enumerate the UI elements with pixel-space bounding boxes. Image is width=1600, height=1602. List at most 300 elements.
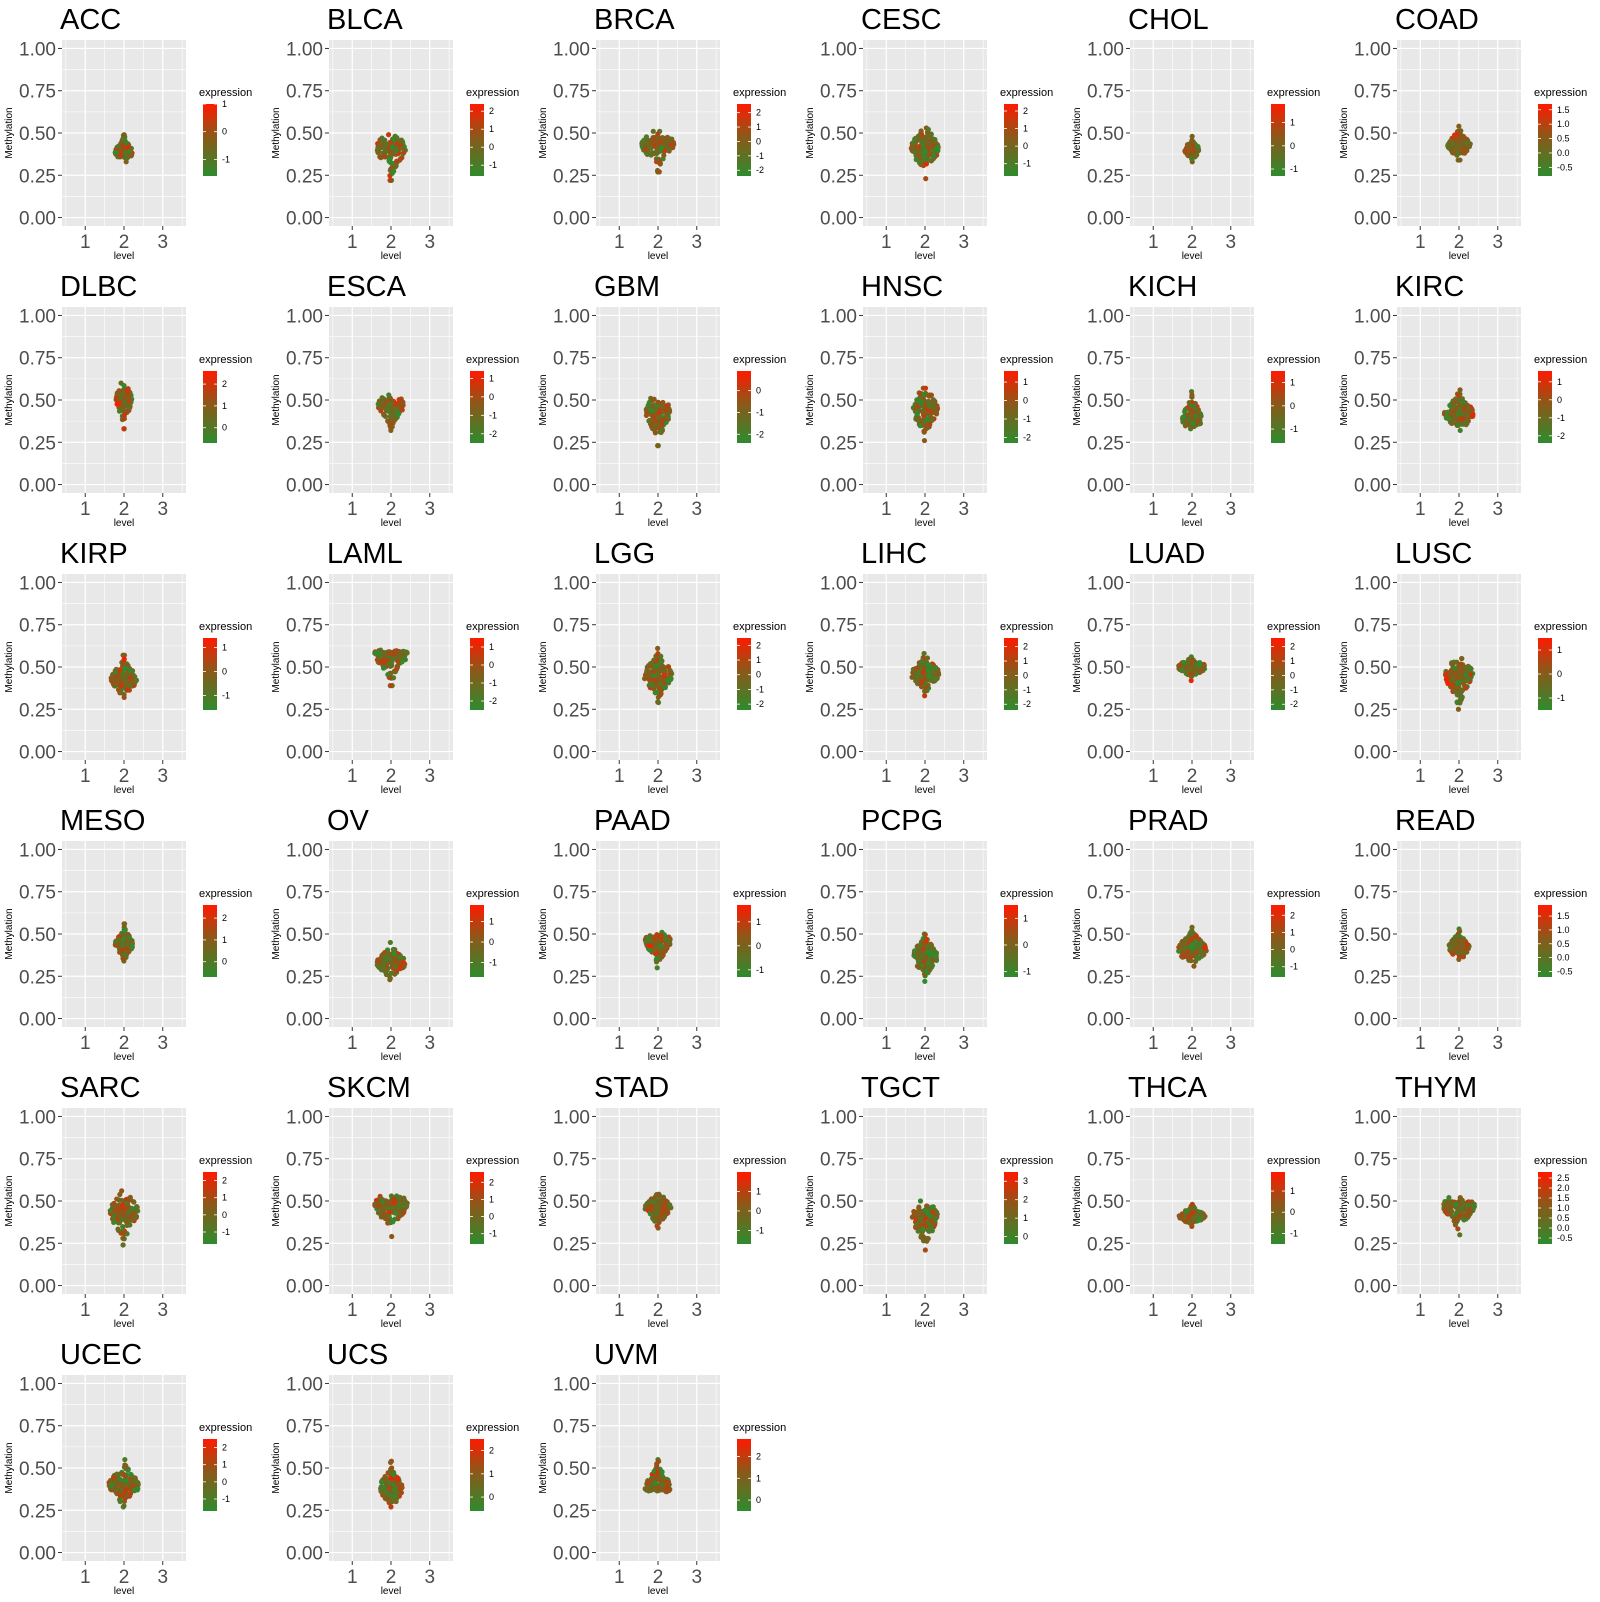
y-tick-label: 0.25 [1087, 166, 1124, 187]
y-axis-label: Methylation [805, 641, 816, 692]
legend-title: expression [1534, 87, 1587, 99]
data-point [647, 947, 652, 952]
x-axis-label: level [1182, 785, 1203, 796]
data-point [650, 426, 655, 431]
legend-title: expression [1000, 621, 1053, 633]
panel-laml [267, 534, 534, 801]
y-axis-label: Methylation [1339, 908, 1350, 959]
data-point [912, 948, 917, 953]
y-tick-label: 0.50 [286, 391, 323, 412]
data-point [401, 960, 406, 965]
legend-tick-label: 1.0 [1557, 925, 1570, 935]
x-axis-label: level [1449, 785, 1470, 796]
x-tick-label: 1 [881, 766, 892, 787]
x-tick-label: 1 [614, 499, 625, 520]
data-point [378, 659, 383, 664]
x-tick-label: 2 [119, 1300, 130, 1321]
y-tick-label: 0.00 [820, 209, 857, 230]
legend-title: expression [1267, 354, 1320, 366]
legend-tick-label: -1 [1557, 413, 1565, 423]
data-point [654, 663, 659, 668]
data-point [108, 1208, 113, 1213]
legend-tick-label: 0 [1023, 396, 1028, 406]
legend-colorbar [1004, 638, 1018, 710]
x-axis-label: level [381, 251, 402, 262]
panel-kich [1068, 267, 1335, 534]
x-tick-label: 3 [424, 499, 435, 520]
panel-read [1335, 801, 1600, 1068]
x-tick-label: 1 [347, 1300, 358, 1321]
data-point [393, 1210, 398, 1215]
panel-title: PCPG [861, 805, 943, 837]
y-tick-label: 1.00 [820, 306, 857, 327]
y-tick-label: 1.00 [553, 573, 590, 594]
data-point [400, 399, 405, 404]
legend-tick-label: 1 [222, 99, 227, 109]
y-tick-label: 0.75 [820, 883, 857, 904]
panel-skcm [267, 1068, 534, 1335]
y-tick-label: 0.75 [820, 82, 857, 103]
data-point [1453, 396, 1458, 401]
legend-tick-label: 1.0 [1557, 119, 1570, 129]
y-tick-label: 1.00 [1087, 840, 1124, 861]
legend-title: expression [1000, 354, 1053, 366]
y-tick-label: 0.25 [1354, 433, 1391, 454]
data-point [114, 395, 119, 400]
data-point [1451, 947, 1456, 952]
y-tick-label: 1.00 [553, 39, 590, 60]
chart-svg [267, 0, 534, 267]
data-point [1449, 661, 1454, 666]
data-point [379, 143, 384, 148]
x-tick-label: 1 [1148, 499, 1159, 520]
x-tick-label: 1 [347, 232, 358, 253]
data-point [380, 400, 385, 405]
data-point [649, 682, 654, 687]
data-point [1456, 157, 1461, 162]
panel-chol [1068, 0, 1335, 267]
data-point [1454, 660, 1459, 665]
legend-tick-label: 2 [1023, 106, 1028, 116]
x-tick-label: 1 [80, 499, 91, 520]
legend-title: expression [733, 621, 786, 633]
y-tick-label: 0.50 [820, 124, 857, 145]
legend-tick-label: 2 [1290, 910, 1295, 920]
legend-colorbar [737, 371, 751, 443]
legend-tick-label: 1 [1290, 378, 1295, 388]
data-point [647, 418, 652, 423]
legend-tick-label: 1 [1023, 913, 1028, 923]
x-tick-label: 2 [653, 766, 664, 787]
data-point [403, 148, 408, 153]
y-axis-label: Methylation [4, 1175, 15, 1226]
data-point [125, 393, 130, 398]
y-tick-label: 1.00 [286, 573, 323, 594]
x-axis-label: level [381, 1319, 402, 1330]
x-tick-label: 2 [653, 499, 664, 520]
x-tick-label: 2 [119, 232, 130, 253]
data-point [382, 950, 387, 955]
y-tick-label: 0.00 [1354, 1010, 1391, 1031]
data-point [922, 693, 927, 698]
legend-tick-label: -1 [1557, 693, 1565, 703]
data-point [910, 146, 915, 151]
data-point [384, 407, 389, 412]
x-axis-label: level [1182, 518, 1203, 529]
data-point [934, 147, 939, 152]
panel-title: LUSC [1395, 538, 1472, 570]
data-point [1193, 413, 1198, 418]
data-point [1456, 423, 1461, 428]
legend-tick-label: -1 [756, 151, 764, 161]
data-point [918, 423, 923, 428]
y-axis-label: Methylation [4, 107, 15, 158]
legend-tick-label: 0 [489, 392, 494, 402]
data-point [654, 951, 659, 956]
legend-tick-label: 0 [756, 670, 761, 680]
data-point [653, 936, 658, 941]
x-tick-label: 3 [424, 1300, 435, 1321]
data-point [382, 154, 387, 159]
data-point [662, 673, 667, 678]
x-tick-label: 3 [1225, 499, 1236, 520]
y-tick-label: 1.00 [820, 39, 857, 60]
x-tick-label: 3 [958, 1033, 969, 1054]
legend-tick-label: -1 [1023, 159, 1031, 169]
data-point [660, 417, 665, 422]
y-tick-label: 0.00 [1087, 1010, 1124, 1031]
data-point [920, 963, 925, 968]
panel-lgg [534, 534, 801, 801]
y-tick-label: 0.75 [19, 82, 56, 103]
data-point [931, 675, 936, 680]
panel-title: LGG [594, 538, 655, 570]
legend-tick-label: -1 [1290, 164, 1298, 174]
y-tick-label: 0.50 [1087, 925, 1124, 946]
y-tick-label: 0.00 [1354, 476, 1391, 497]
data-point [1178, 662, 1183, 667]
data-point [1460, 946, 1465, 951]
data-point [932, 405, 937, 410]
x-tick-label: 2 [386, 499, 397, 520]
legend-title: expression [1000, 888, 1053, 900]
data-point [1195, 144, 1200, 149]
data-point [1458, 411, 1463, 416]
legend-tick-label: 1 [1290, 927, 1295, 937]
legend-tick-label: 1 [489, 916, 494, 926]
data-point [924, 161, 929, 166]
y-tick-label: 0.75 [19, 883, 56, 904]
data-point [1460, 396, 1465, 401]
data-point [1456, 124, 1461, 129]
legend-tick-label: 1.5 [1557, 105, 1570, 115]
legend-tick-label: 1 [1557, 377, 1562, 387]
legend-title: expression [1267, 888, 1320, 900]
x-tick-label: 1 [1415, 499, 1426, 520]
data-point [386, 398, 391, 403]
legend-tick-label: -1 [222, 1227, 230, 1237]
y-tick-label: 0.00 [820, 476, 857, 497]
y-axis-label: Methylation [4, 374, 15, 425]
y-tick-label: 0.50 [553, 124, 590, 145]
y-tick-label: 0.00 [286, 209, 323, 230]
data-point [655, 443, 660, 448]
x-tick-label: 2 [386, 766, 397, 787]
data-point [1189, 395, 1194, 400]
data-point [392, 951, 397, 956]
y-tick-label: 0.50 [1354, 124, 1391, 145]
panel-blca [267, 0, 534, 267]
data-point [127, 680, 132, 685]
data-point [121, 1242, 126, 1247]
y-axis-label: Methylation [805, 107, 816, 158]
y-axis-label: Methylation [1339, 107, 1350, 158]
legend-colorbar [470, 371, 484, 443]
data-point [661, 949, 666, 954]
panel-brca [534, 0, 801, 267]
y-tick-label: 0.75 [1087, 349, 1124, 370]
data-point [639, 141, 644, 146]
y-tick-label: 0.25 [820, 166, 857, 187]
x-tick-label: 3 [1225, 766, 1236, 787]
y-tick-label: 0.75 [286, 616, 323, 637]
y-tick-label: 0.25 [553, 433, 590, 454]
legend-colorbar [203, 905, 217, 977]
y-tick-label: 0.00 [19, 209, 56, 230]
data-point [927, 967, 932, 972]
y-tick-label: 0.75 [1087, 82, 1124, 103]
x-tick-label: 1 [1415, 232, 1426, 253]
panel-dlbc [0, 267, 267, 534]
legend-tick-label: -2 [1290, 699, 1298, 709]
data-point [1458, 428, 1463, 433]
data-point [1183, 148, 1188, 153]
y-axis-label: Methylation [538, 641, 549, 692]
legend-tick-label: 0 [222, 957, 227, 967]
data-point [1187, 144, 1192, 149]
y-tick-label: 0.75 [553, 616, 590, 637]
data-point [117, 388, 122, 393]
panel-kirp [0, 534, 267, 801]
data-point [933, 953, 938, 958]
data-point [918, 948, 923, 953]
y-tick-label: 0.75 [553, 349, 590, 370]
y-tick-label: 0.00 [19, 743, 56, 764]
y-tick-label: 1.00 [19, 39, 56, 60]
panel-title: BRCA [594, 4, 675, 36]
data-point [658, 944, 663, 949]
data-point [924, 425, 929, 430]
data-point [664, 142, 669, 147]
legend-tick-label: 1 [489, 642, 494, 652]
legend-colorbar [470, 638, 484, 710]
y-axis-label: Methylation [805, 908, 816, 959]
x-tick-label: 1 [347, 499, 358, 520]
data-point [922, 979, 927, 984]
data-point [923, 386, 928, 391]
y-tick-label: 0.75 [1354, 349, 1391, 370]
chart-svg [534, 534, 801, 801]
chart-svg [1068, 534, 1335, 801]
data-point [1197, 660, 1202, 665]
chart-svg [0, 534, 267, 801]
y-tick-label: 0.50 [553, 658, 590, 679]
x-tick-label: 2 [119, 499, 130, 520]
y-tick-label: 0.50 [286, 925, 323, 946]
panel-title: KIRP [60, 538, 128, 570]
panel-title: CHOL [1128, 4, 1209, 36]
data-point [383, 149, 388, 154]
x-tick-label: 1 [347, 1033, 358, 1054]
y-tick-label: 0.50 [1087, 658, 1124, 679]
data-point [917, 160, 922, 165]
y-tick-label: 0.00 [1354, 209, 1391, 230]
y-tick-label: 0.25 [286, 967, 323, 988]
legend-tick-label: 0 [1290, 141, 1295, 151]
y-tick-label: 0.00 [820, 1010, 857, 1031]
data-point [653, 412, 658, 417]
y-tick-label: 1.00 [286, 840, 323, 861]
data-point [387, 423, 392, 428]
y-tick-label: 0.50 [820, 925, 857, 946]
x-tick-label: 2 [920, 766, 931, 787]
data-point [666, 406, 671, 411]
data-point [655, 646, 660, 651]
chart-svg [534, 267, 801, 534]
data-point [1180, 419, 1185, 424]
y-axis-label: Methylation [1339, 641, 1350, 692]
y-tick-label: 1.00 [1087, 39, 1124, 60]
y-tick-label: 0.50 [1354, 925, 1391, 946]
data-point [1181, 414, 1186, 419]
data-point [1453, 415, 1458, 420]
data-point [1197, 942, 1202, 947]
panel-paad [534, 801, 801, 1068]
data-point [120, 670, 125, 675]
panel-title: LAML [327, 538, 403, 570]
data-point [390, 145, 395, 150]
y-tick-label: 0.50 [19, 391, 56, 412]
x-tick-label: 3 [424, 1033, 435, 1054]
data-point [652, 397, 657, 402]
data-point [1456, 144, 1461, 149]
legend-tick-label: 0.0 [1557, 953, 1570, 963]
legend-title: expression [1534, 354, 1587, 366]
y-tick-label: 0.75 [286, 349, 323, 370]
data-point [399, 155, 404, 160]
x-tick-label: 1 [881, 499, 892, 520]
data-point [654, 683, 659, 688]
legend-tick-label: 2 [489, 106, 494, 116]
data-point [1454, 688, 1459, 693]
data-point [381, 650, 386, 655]
y-tick-label: 1.00 [553, 840, 590, 861]
data-point [127, 1214, 132, 1219]
data-point [660, 400, 665, 405]
data-point [924, 135, 929, 140]
data-point [1189, 138, 1194, 143]
legend-colorbar [203, 371, 217, 443]
data-point [118, 675, 123, 680]
x-tick-label: 3 [1492, 1033, 1503, 1054]
data-point [393, 649, 398, 654]
data-point [394, 407, 399, 412]
x-tick-label: 1 [1148, 766, 1159, 787]
legend-tick-label: -1 [489, 958, 497, 968]
panel-title: OV [327, 805, 370, 837]
data-point [657, 423, 662, 428]
y-tick-label: 0.00 [19, 1277, 56, 1298]
chart-svg [267, 534, 534, 801]
y-tick-label: 1.00 [820, 573, 857, 594]
x-axis-label: level [114, 518, 135, 529]
legend-tick-label: 0 [1290, 945, 1295, 955]
y-tick-label: 0.50 [553, 925, 590, 946]
y-axis-label: Methylation [271, 641, 282, 692]
x-axis-label: level [114, 1319, 135, 1330]
data-point [131, 1199, 136, 1204]
data-point [1194, 950, 1199, 955]
data-point [931, 946, 936, 951]
data-point [1190, 420, 1195, 425]
y-tick-label: 0.25 [286, 1234, 323, 1255]
x-tick-label: 2 [1187, 499, 1198, 520]
x-axis-label: level [915, 518, 936, 529]
x-tick-label: 3 [157, 232, 168, 253]
x-axis-label: level [1449, 1052, 1470, 1063]
y-tick-label: 0.00 [19, 476, 56, 497]
legend-colorbar [1271, 104, 1285, 176]
legend-colorbar [470, 905, 484, 977]
x-tick-label: 1 [1148, 232, 1159, 253]
y-axis-label: Methylation [271, 1175, 282, 1226]
panel-title: MESO [60, 805, 145, 837]
legend-title: expression [199, 621, 252, 633]
x-tick-label: 2 [920, 232, 931, 253]
panel-title: BLCA [327, 4, 403, 36]
data-point [645, 138, 650, 143]
data-point [668, 136, 673, 141]
y-tick-label: 1.00 [1087, 306, 1124, 327]
data-point [919, 679, 924, 684]
data-point [381, 666, 386, 671]
y-axis-label: Methylation [4, 641, 15, 692]
x-axis-label: level [381, 518, 402, 529]
data-point [648, 407, 653, 412]
data-point [385, 672, 390, 677]
data-point [120, 1236, 125, 1241]
x-axis-label: level [648, 1052, 669, 1063]
data-point [651, 129, 656, 134]
y-tick-label: 0.50 [19, 925, 56, 946]
y-tick-label: 0.75 [19, 349, 56, 370]
data-point [387, 178, 392, 183]
chart-svg [1335, 534, 1600, 801]
data-point [132, 1212, 137, 1217]
x-tick-label: 3 [958, 766, 969, 787]
legend-tick-label: -0.5 [1557, 162, 1573, 172]
data-point [648, 943, 653, 948]
legend-tick-label: 0.5 [1557, 134, 1570, 144]
data-point [1460, 417, 1465, 422]
x-tick-label: 2 [1454, 499, 1465, 520]
data-point [391, 947, 396, 952]
x-tick-label: 3 [157, 1300, 168, 1321]
legend-colorbar [1004, 905, 1018, 977]
y-tick-label: 0.50 [286, 124, 323, 145]
x-tick-label: 1 [80, 232, 91, 253]
data-point [1199, 950, 1204, 955]
